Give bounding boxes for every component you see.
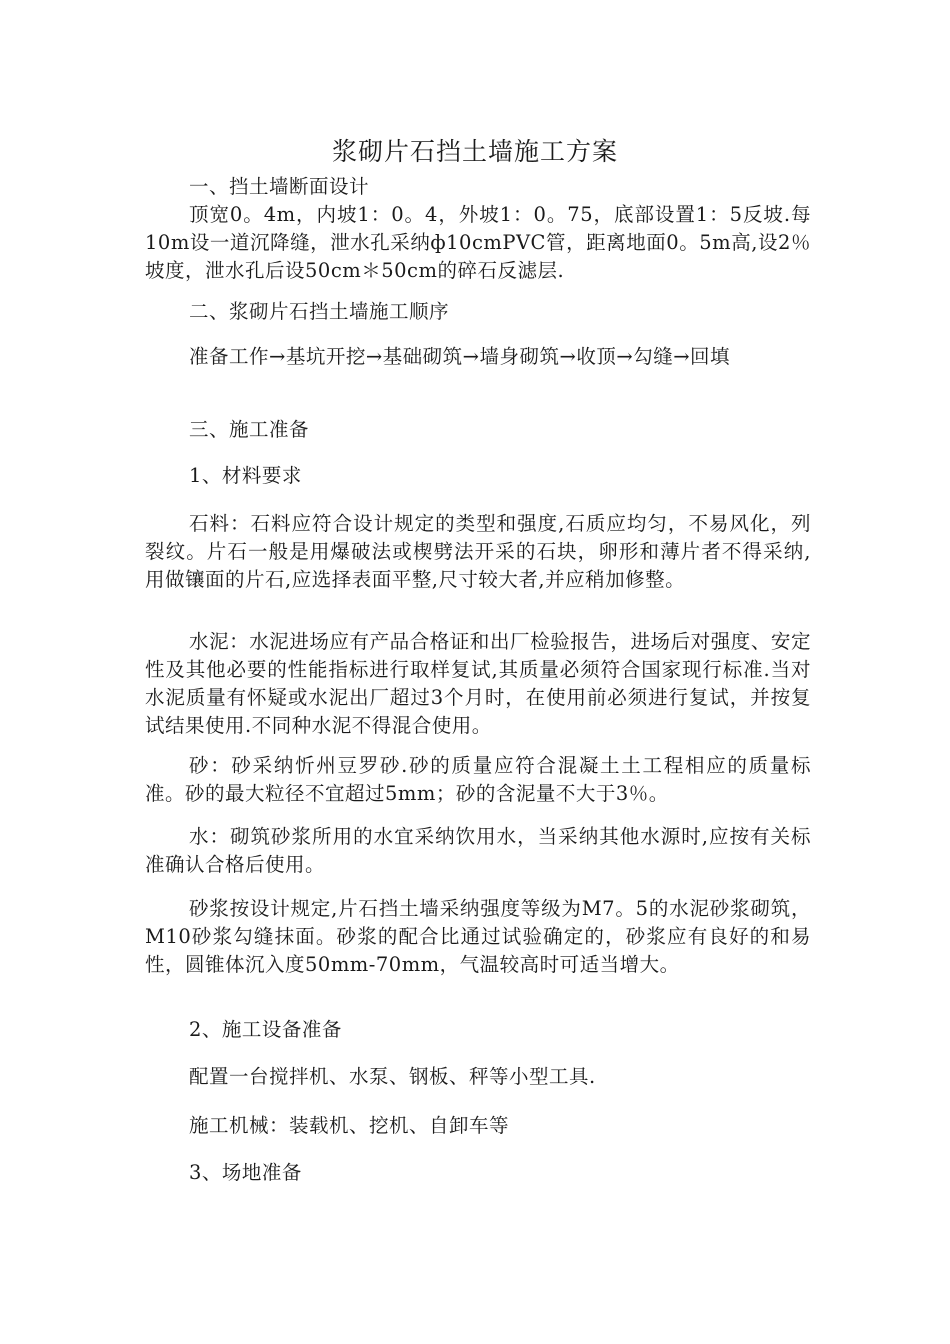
- construction-sequence-paragraph: 准备工作→基坑开挖→基础砌筑→墙身砌筑→收顶→勾缝→回填: [189, 345, 731, 368]
- subsection-heading-site: 3、场地准备: [189, 1161, 302, 1184]
- section-1-paragraph: 顶宽0。4m，内坡1：0。4，外坡1：0。75，底部设置1：5反坡.每10m设一道沉降缝，泄水孔采纳ф10cmPVC管，距离地面0。5m高,设2％坡度，泄水孔后设50cm＊50cm的碎石反滤层.: [145, 203, 811, 282]
- sand-paragraph: 砂：砂采纳忻州豆罗砂.砂的质量应符合混凝土土工程相应的质量标准。砂的最大粒径不宜超过5mm；砂的含泥量不大于3％。: [145, 754, 811, 805]
- section-heading-2: 二、浆砌片石挡土墙施工顺序: [189, 300, 450, 323]
- page-title: 浆砌片石挡土墙施工方案: [331, 137, 618, 166]
- stone-paragraph: 石料：石料应符合设计规定的类型和强度,石质应均匀，不易风化，列裂纹。片石一般是用爆破法或楔劈法开采的石块，卵形和薄片者不得采纳,用做镶面的片石,应选择表面平整,尺寸较大者,并应稍加修整。: [145, 512, 811, 591]
- section-heading-3: 三、施工准备: [189, 418, 310, 441]
- subsection-heading-equipment: 2、施工设备准备: [189, 1018, 342, 1041]
- water-paragraph: 水：砌筑砂浆所用的水宜采纳饮用水，当采纳其他水源时,应按有关标准确认合格后使用。: [145, 825, 811, 876]
- mortar-paragraph: 砂浆按设计规定,片石挡土墙采纳强度等级为M7。5的水泥砂浆砌筑，M10砂浆勾缝抹面。砂浆的配合比通过试验确定的，砂浆应有良好的和易性，圆锥体沉入度50mm-70mm，气温较高时可适当增大。: [145, 897, 811, 976]
- subsection-heading-materials: 1、材料要求: [189, 464, 302, 487]
- machinery-paragraph: 施工机械：装载机、挖机、自卸车等: [189, 1114, 510, 1137]
- cement-paragraph: 水泥：水泥进场应有产品合格证和出厂检验报告，进场后对强度、安定性及其他必要的性能指标进行取样复试,其质量必须符合国家现行标准.当对水泥质量有怀疑或水泥出厂超过3个月时，在使用前必须进行复试，并按复试结果使用.不同种水泥不得混合使用。: [145, 630, 811, 737]
- section-heading-1: 一、挡土墙断面设计: [189, 175, 370, 198]
- equipment-paragraph: 配置一台搅拌机、水泵、钢板、秤等小型工具.: [189, 1065, 596, 1088]
